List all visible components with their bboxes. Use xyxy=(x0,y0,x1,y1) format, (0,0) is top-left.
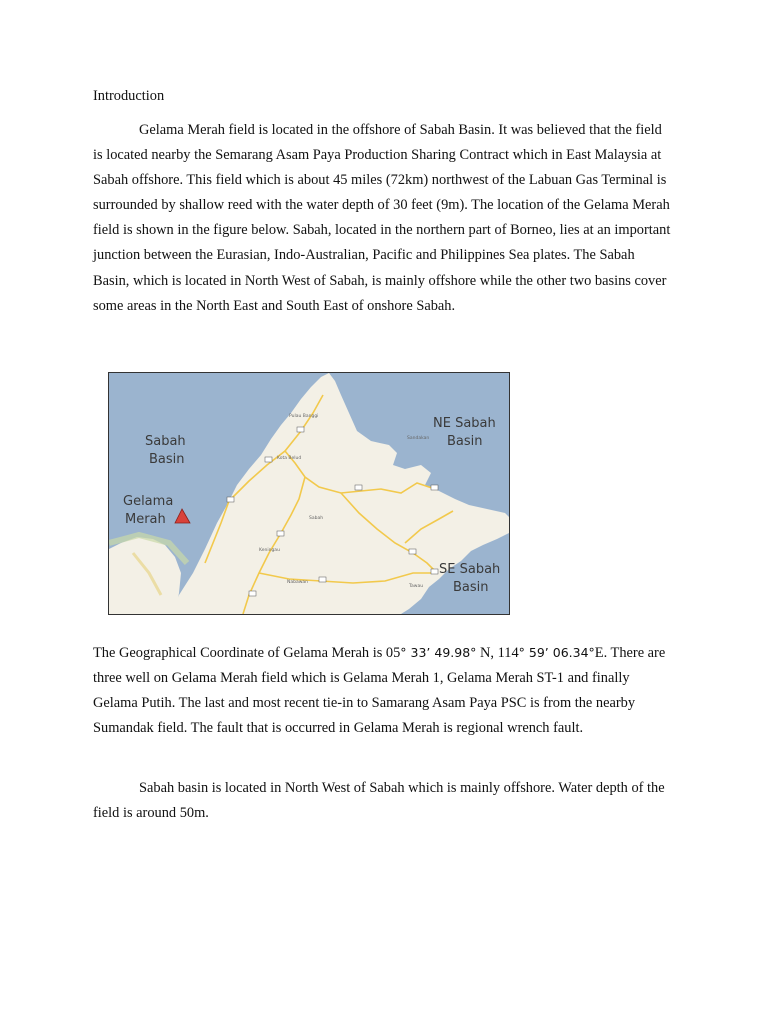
coordinate-paragraph xyxy=(93,640,673,741)
depth-paragraph: Sabah basin is located in North West of Sabah which is mainly offshore. Water depth of the field is around 50m. xyxy=(93,780,665,822)
label-se-sabah-line2: Basin xyxy=(453,580,489,595)
sabah-basin-map xyxy=(108,372,510,615)
place-kota-belud: Kota Belud xyxy=(277,456,302,461)
label-gelama-line1: Gelama xyxy=(123,494,174,509)
label-ne-sabah-line1: NE Sabah xyxy=(433,416,496,431)
place-keningau: Keningau xyxy=(259,548,280,553)
coord-text-mid: N, 114 xyxy=(476,645,519,661)
intro-paragraph: Gelama Merah field is located in the offshore of Sabah Basin. It was believed that the field is located nearby the Semarang Asam Paya Production Sharing Contract which in East Malaysia at Sabah offshore. This field which is about 45 miles (72km) northwest of the Labuan Gas Terminal is surrounded by shallow reed with the water depth of 30 feet (9m). The location of the Gelama Merah field is shown in the figure below. Sabah, located in the northern part of Borneo, lies at an important junction between the Eurasian, Indo-Australian, Pacific and Philippines Sea plates. The Sabah Basin, which is located in North West of Sabah, is mainly offshore while the other two basins cover some areas in the North East and South East of onshore Sabah. xyxy=(93,122,671,314)
place-sandakan: Sandakan xyxy=(407,436,430,441)
label-ne-sabah-line2: Basin xyxy=(447,434,483,449)
label-sabah-basin-line1: Sabah xyxy=(145,434,186,449)
place-sabah: Sabah xyxy=(309,516,324,521)
label-se-sabah-line1: SE Sabah xyxy=(439,562,501,577)
coord-text-before: The Geographical Coordinate of Gelama Merah is 05 xyxy=(93,645,401,661)
coord-text-after: E. There are three well on Gelama Merah field which is Gelama Merah 1, Gelama Merah ST-1 and finally Gelama Putih. The last and most recent tie-in to Samarang Asam Paya PSC is from the nearby Sumandak field. The fault that is occurred in Gelama Merah is regional wrench fault. xyxy=(93,645,666,737)
place-tawau: Tawau xyxy=(409,584,424,589)
label-sabah-basin-line2: Basin xyxy=(149,452,185,467)
place-kudat: Pulau Banggi xyxy=(289,414,319,419)
latitude-value: ° 33’ 49.98° xyxy=(400,645,477,660)
map-svg xyxy=(109,373,509,614)
section-heading: Introduction xyxy=(93,88,165,104)
label-gelama-line2: Merah xyxy=(125,512,166,527)
place-nabawan: Nabawan xyxy=(287,580,309,585)
longitude-value: ° 59’ 06.34° xyxy=(518,645,595,660)
